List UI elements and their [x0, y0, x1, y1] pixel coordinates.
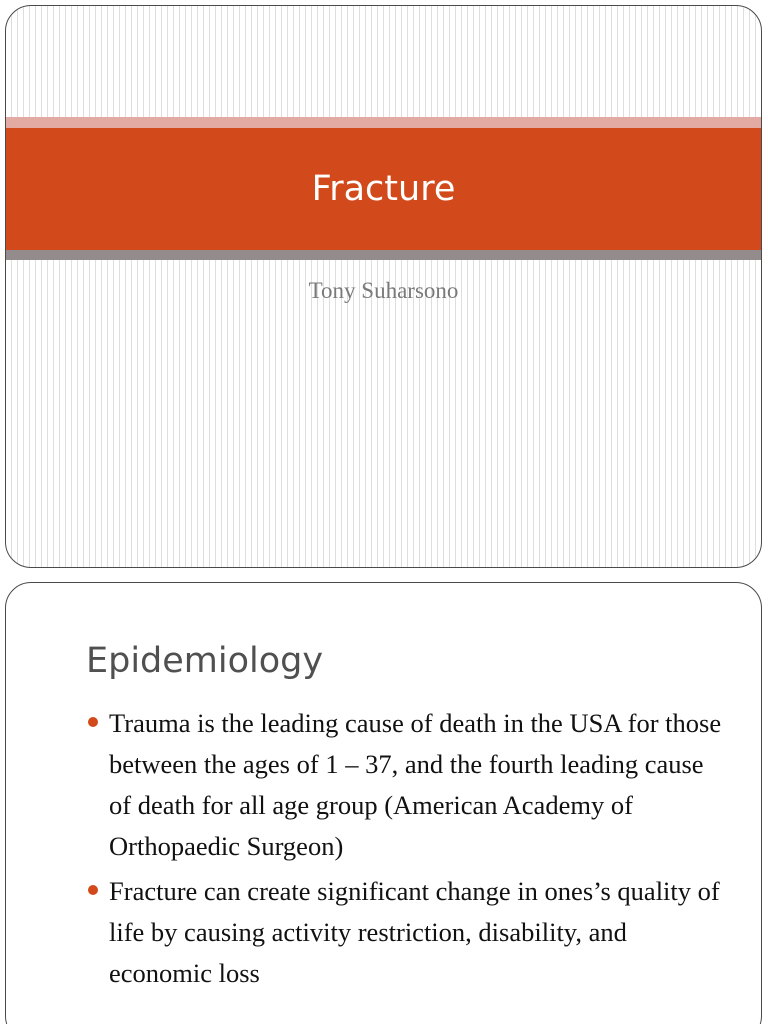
title-band-bottom-stripe — [6, 250, 761, 260]
slide-subtitle: Tony Suharsono — [308, 278, 459, 303]
bullet-text: Fracture can create significant change in ones’s quality of life by causing activity restriction, disability, and economic loss — [109, 876, 720, 988]
slide-title: Fracture — [311, 169, 456, 209]
bullet-dot-icon — [88, 885, 98, 895]
bullet-item — [86, 703, 726, 867]
content-slide — [5, 582, 762, 1024]
title-band-top-stripe — [6, 117, 761, 128]
bullet-list — [86, 703, 726, 998]
title-slide — [5, 5, 762, 568]
slide-heading: Epidemiology — [86, 641, 324, 681]
bullet-text: Trauma is the leading cause of death in the USA for those between the ages of 1 – 37, and the fourth leading cause of death for all age group (American Academy of Orthopaedic Surgeon) — [109, 708, 722, 861]
bullet-item — [86, 871, 726, 994]
bullet-dot-icon — [88, 717, 98, 727]
